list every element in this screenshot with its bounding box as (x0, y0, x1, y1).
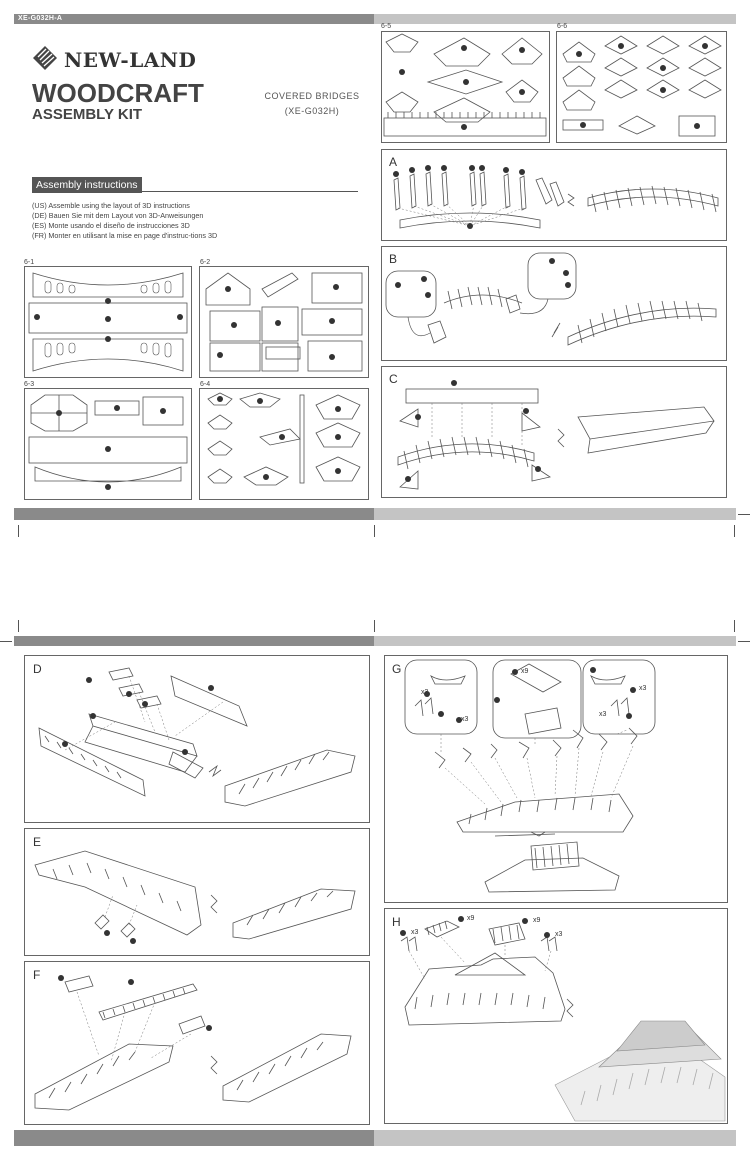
step-a-drawing (382, 150, 726, 240)
step-h-drawing (385, 909, 727, 1123)
sheet-label: 6-3 (24, 381, 35, 388)
step-label: C (389, 372, 398, 386)
bottom-band-left (14, 636, 374, 646)
page-subtitle: ASSEMBLY KIT (32, 106, 143, 123)
sheet-label: 6-1 (24, 259, 35, 266)
crop-mark (374, 525, 375, 537)
step-c-panel (381, 366, 727, 498)
brand-logo (32, 45, 58, 71)
h-multiplier: x9 (467, 915, 475, 922)
step-label: D (33, 662, 42, 676)
step-d-panel (24, 655, 370, 823)
language-line-es: (ES) Monte usando el diseño de instrucciones 3D (32, 221, 190, 230)
section-rule (32, 191, 358, 192)
top-bottom-band-right (374, 508, 736, 520)
sheet-6-1-drawing (25, 267, 191, 377)
step-b-panel (381, 246, 727, 361)
step-f-drawing (25, 962, 369, 1124)
product-name: COVERED BRIDGES (264, 91, 360, 101)
step-c-drawing (382, 367, 726, 497)
crop-mark (738, 514, 750, 515)
diamond-logo-icon (32, 45, 58, 71)
crop-mark (18, 620, 19, 632)
sheet-6-3-drawing (25, 389, 191, 499)
sheet-6-3 (24, 388, 192, 500)
top-band-right (374, 14, 736, 24)
crop-mark (734, 525, 735, 537)
bottom-footer-band-left (14, 1130, 374, 1146)
h-multiplier: x3 (411, 929, 419, 936)
step-label: E (33, 835, 42, 849)
g-right-multiplier: x3 (599, 711, 607, 718)
language-line-fr: (FR) Monter en utilisant la mise en page d'instruc-tions 3D (32, 231, 218, 240)
step-b-drawing (382, 247, 726, 360)
brand-name: NEW-LAND (64, 48, 197, 72)
g-left-multiplier: x3 (421, 689, 429, 696)
document-code: XE-G032H-A (18, 15, 63, 22)
sheet-label: 6-6 (557, 23, 568, 30)
step-label: B (389, 252, 398, 266)
step-g-drawing (385, 656, 727, 902)
g-mid-multiplier: x9 (521, 668, 529, 675)
h-multiplier: x3 (555, 931, 563, 938)
top-band-left (14, 14, 374, 24)
step-d-drawing (25, 656, 369, 822)
section-title: Assembly instructions (32, 177, 142, 193)
sheet-label: 6-2 (200, 259, 211, 266)
sheet-6-4-drawing (200, 389, 368, 499)
g-right-multiplier: x3 (639, 685, 647, 692)
product-code: (XE-G032H) (284, 106, 340, 116)
finished-bridge-render (555, 1021, 725, 1121)
sheet-6-2-drawing (200, 267, 368, 377)
step-h-panel (384, 908, 728, 1124)
step-f-panel (24, 961, 370, 1125)
bottom-band-right (374, 636, 736, 646)
sheet-6-1 (24, 266, 192, 378)
step-label: F (33, 968, 41, 982)
crop-mark (738, 641, 750, 642)
bottom-footer-band-right (374, 1130, 736, 1146)
crop-mark (734, 620, 735, 632)
step-label: G (392, 662, 402, 676)
page-title: WOODCRAFT (32, 78, 204, 108)
crop-mark (18, 525, 19, 537)
step-e-drawing (25, 829, 369, 955)
step-label: H (392, 915, 401, 929)
step-g-panel (384, 655, 728, 903)
sheet-6-2 (199, 266, 369, 378)
language-line-de: (DE) Bauen Sie mit dem Layout von 3D-Anweisungen (32, 211, 204, 220)
sheet-6-5-drawing (382, 32, 549, 142)
sheet-6-5 (381, 31, 550, 143)
crop-mark (374, 620, 375, 632)
sheet-6-4 (199, 388, 369, 500)
crop-mark (0, 641, 12, 642)
sheet-label: 6-5 (381, 23, 392, 30)
step-e-panel (24, 828, 370, 956)
sheet-label: 6-4 (200, 381, 211, 388)
sheet-6-6-drawing (557, 32, 726, 142)
step-a-panel (381, 149, 727, 241)
language-list (32, 201, 352, 241)
top-bottom-band-left (14, 508, 374, 520)
sheet-6-6 (556, 31, 727, 143)
step-label: A (389, 155, 398, 169)
g-left-multiplier: x3 (461, 716, 469, 723)
h-multiplier: x9 (533, 917, 541, 924)
language-line-us: (US) Assemble using the layout of 3D instructions (32, 201, 190, 210)
